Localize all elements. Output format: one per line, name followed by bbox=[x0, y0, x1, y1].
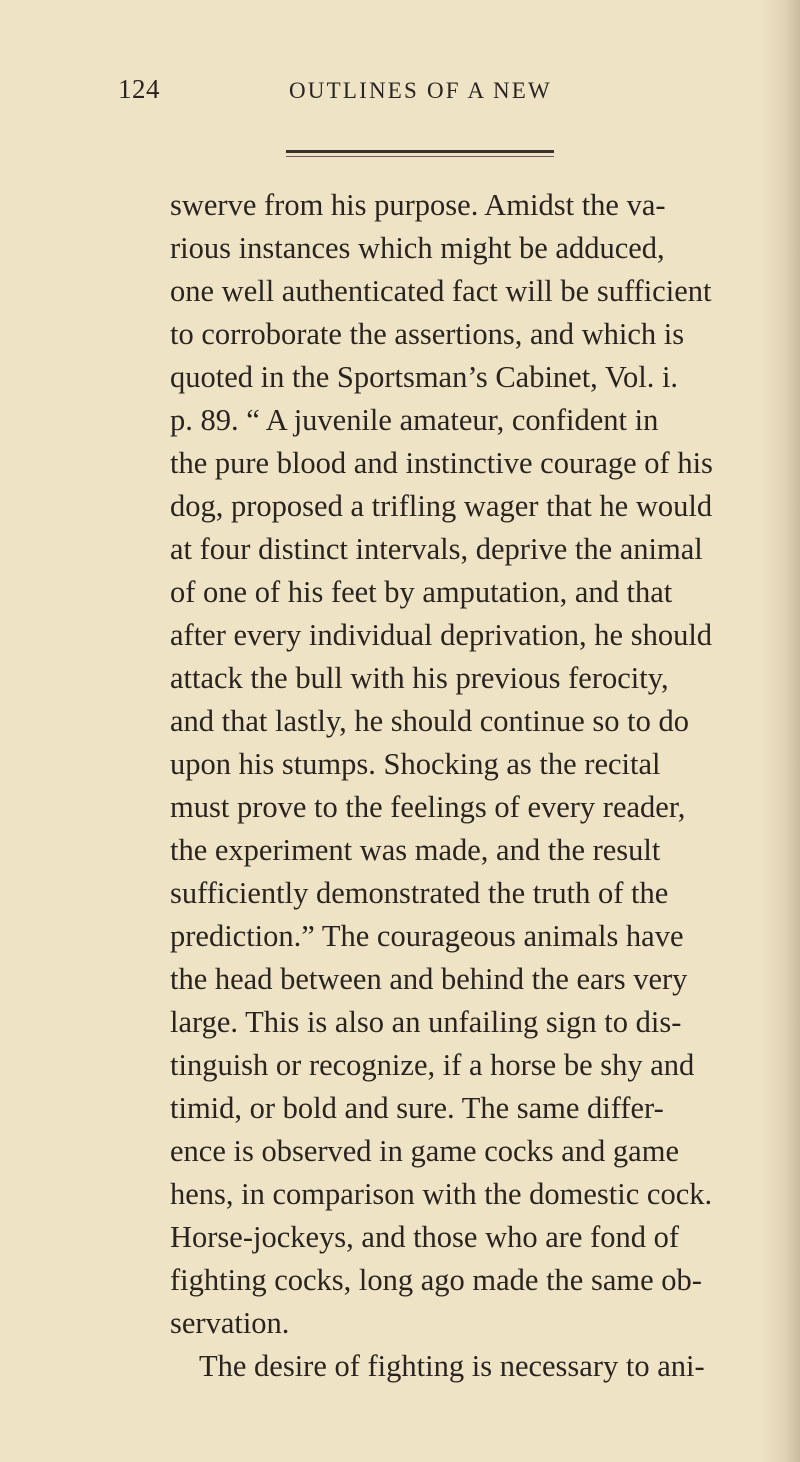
text-line: to corroborate the assertions, and which is bbox=[170, 317, 685, 351]
text-line: fighting cocks, long ago made the same ob- bbox=[170, 1263, 702, 1297]
text-line: attack the bull with his previous ferocity, bbox=[170, 661, 669, 695]
text-line: upon his stumps. Shocking as the recital bbox=[170, 747, 661, 781]
text-line: at four distinct intervals, deprive the animal bbox=[170, 532, 703, 566]
text-line: one well authenticated fact will be sufficient bbox=[170, 274, 712, 308]
text-line: prediction.” The courageous animals have bbox=[170, 919, 684, 953]
text-line: of one of his feet by amputation, and that bbox=[170, 575, 673, 609]
text-line: the head between and behind the ears very bbox=[170, 962, 688, 996]
page-header bbox=[0, 74, 800, 114]
text-line: timid, or bold and sure. The same differ- bbox=[170, 1091, 664, 1125]
text-line: dog, proposed a trifling wager that he would bbox=[170, 489, 713, 523]
text-line: servation. bbox=[170, 1306, 290, 1340]
header-rule bbox=[286, 150, 554, 153]
running-head: OUTLINES OF A NEW bbox=[289, 78, 552, 103]
text-line: hens, in comparison with the domestic cock. bbox=[170, 1177, 713, 1211]
text-line: swerve from his purpose. Amidst the va- bbox=[170, 188, 666, 222]
text-line: quoted in the Sportsman’s Cabinet, Vol. i. bbox=[170, 360, 679, 394]
text-line: The desire of fighting is necessary to ani- bbox=[199, 1349, 705, 1383]
text-line: large. This is also an unfailing sign to dis- bbox=[170, 1005, 682, 1039]
text-line: ence is observed in game cocks and game bbox=[170, 1134, 679, 1168]
text-line: must prove to the feelings of every reader, bbox=[170, 790, 686, 824]
text-line: Horse-jockeys, and those who are fond of bbox=[170, 1220, 680, 1254]
text-line: the pure blood and instinctive courage of his bbox=[170, 446, 713, 480]
page-number: 124 bbox=[118, 74, 160, 104]
text-line: after every individual deprivation, he should bbox=[170, 618, 713, 652]
header-rule-thin bbox=[286, 156, 554, 157]
text-line: rious instances which might be adduced, bbox=[170, 231, 665, 265]
text-line: and that lastly, he should continue so to do bbox=[170, 704, 689, 738]
text-line: p. 89. “ A juvenile amateur, confident in bbox=[170, 403, 659, 437]
text-line: the experiment was made, and the result bbox=[170, 833, 661, 867]
text-line: sufficiently demonstrated the truth of the bbox=[170, 876, 669, 910]
text-line: tinguish or recognize, if a horse be shy and bbox=[170, 1048, 695, 1082]
